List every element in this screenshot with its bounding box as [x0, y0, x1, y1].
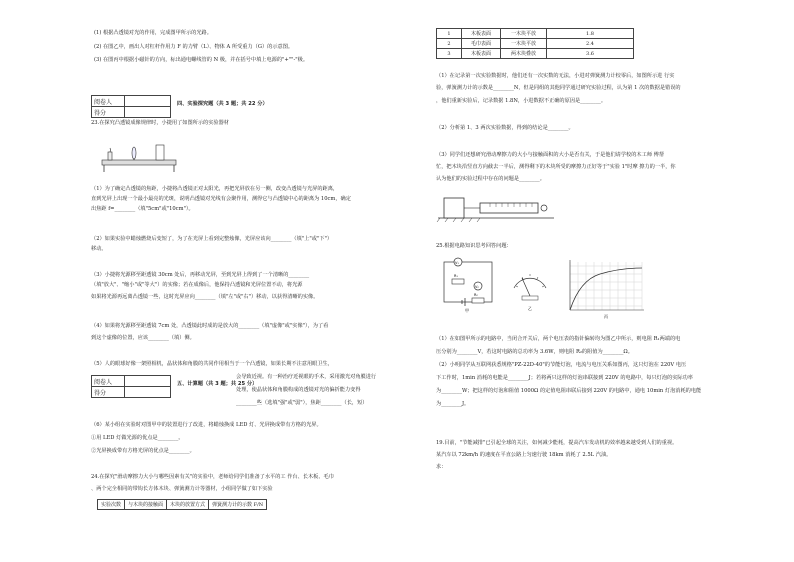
r2-label: R₂ [474, 293, 478, 297]
r1-label: R₁ [454, 274, 458, 278]
q25-p1-line4: 下工作时，1min 消耗的电能是________J；若将两只这样的灯泡串联接到 220V 的电路中，每只灯泡的实际功率 [436, 375, 693, 381]
table-cell: 毛巾表面 [462, 39, 501, 49]
q23-p2-line2: 移动。 [91, 246, 107, 252]
score-box-label: 阅卷人 [92, 376, 125, 387]
q23-p3-line3: 如果将光源再远离凸透镜一些，这时光屏应向________（填"左"或"右"）移动，以获得清晰的实像。 [91, 294, 319, 300]
q23-p6-line1: （6）某小组在实验时对图甲中的装置进行了改进，将蜡烛换成 LED 灯、光屏换成带有方格的光屏。 [91, 422, 322, 428]
section-heading-4: 四、实验探究题（共 3 题；共 22 分） [177, 101, 268, 107]
q24-p3-line2: 忙，把木块沿竖直方向截去一半后，测得剩下的木块所受的摩擦力正好等于"实验 1"时摩 擦力的一半，你 [436, 164, 676, 170]
score-box-2 [91, 375, 171, 398]
q23-p3-line1: （3）小捷将光源移至距透镜 30cm 处后，再移动光屏，至到光屏上得到了一个清晰的________ [91, 272, 310, 278]
left-item-1: (1) 根据凸透镜对光的作用，完成图甲所示的光路。 [94, 30, 212, 36]
table-header-cell: 与木块的接触面 [125, 500, 167, 510]
q23-p5-line4: ________些（选填"强"或"弱"），焦距________（长，短） [236, 400, 368, 406]
v2-label: V₂ [475, 285, 479, 289]
q23-p4-line1: （4）如果将光源移至距透镜 7cm 处，凸透镜此时成的是放大的________（填"虚像"或"实像"），为了看 [91, 323, 329, 329]
optical-bench-figure [100, 142, 180, 176]
q23-p6-line3: ②光屏换成带有方格光屏的优点是________。 [91, 448, 195, 454]
data-table-header [97, 499, 267, 510]
data-table-rows [436, 28, 634, 59]
score-box-label: 得分 [92, 387, 125, 398]
score-box-1 [91, 95, 171, 118]
table-cell: 木板表面 [462, 29, 501, 39]
q23-p2-line1: （2）如果实验中蜡烛燃烧后变短了，为了在光屏上看到完整烛像，光屏应该向________（填"上"或"下"） [91, 236, 333, 242]
table-cell: 一木块平放 [500, 29, 546, 39]
table-cell: 2 [437, 39, 462, 49]
spring-scale-figure [436, 184, 556, 226]
table-cell: 两木块叠放 [500, 49, 546, 59]
q23-p1-line2: 直到光屏上出现一个最小最亮的光斑，说明凸透镜对光线有会聚作用，测得它与凸透镜中心的距离为 10cm，确定 [91, 196, 351, 202]
v1-label: V₁ [455, 261, 459, 265]
score-box-label: 阅卷人 [92, 96, 125, 107]
table-row [437, 29, 634, 39]
table-header-cell: 实验次数 [98, 500, 125, 510]
q19-intro-line2: 某汽车以 72km/h 的速度在平直公路上匀速行驶 18km 消耗了 2.5L 汽油。 [436, 452, 612, 458]
table-cell: 木板表面 [462, 49, 501, 59]
iu-curve-figure [560, 258, 646, 320]
q24-p3-line1: （3）同学们还想研究滑动摩擦力的大小与接触面积的大小是否有关，于是他们请学校的木工师 傅帮 [436, 152, 665, 158]
q24-p1-line1: （1）在记录第一次实验数据时，他们还有一次实数的无法，小进对弹簧测力计校零后，如图所示进 行实 [436, 73, 675, 79]
q23-p4-line2: 到这个虚像的位置，应该________（填）侧。 [91, 335, 195, 341]
voltmeter-dial-figure [508, 262, 552, 312]
table-cell: 1 [437, 29, 462, 39]
figure-label-bing: 丙 [604, 314, 608, 319]
q24-intro-line2: 、两个完全相同的带钩长方体木块、弹簧测力计等器材，小组同学做了如下实验 [91, 486, 273, 492]
q24-p1-line2: 验，弹簧测力计的示数是________N，但是同组的其他同学通过研究实验过程，认为第 1 次的数据是错误的 [436, 85, 681, 91]
q25-p1-line2: 压分别为________V，若这时电路的总功率为 3.6W，则电阻 R₂的阻值为________Ω。 [436, 349, 633, 355]
figure-label-jia: 甲 [465, 308, 469, 313]
table-cell: 1.8 [547, 29, 634, 39]
left-item-3: (3) 在图丙中根据小磁针的方向，标出通电螺线管的 N 极，并在括号中填上电源的"+""-"极。 [94, 57, 309, 63]
q23-p5-line1: （5）人的眼球好像一架照相机，晶状体和角膜的共同作用相当于一个凸透镜，如果长期不注意用眼卫生， [91, 361, 333, 367]
q25-intro: 25.根据电路知识思考回答问题： [436, 243, 512, 249]
figure-label-yi: 乙 [528, 306, 532, 311]
q23-p3-line2: （填"放大"、"缩小"或"等大"）的实像；若在成像后，他保持凸透镜和光屏位置不动，将光源 [91, 282, 303, 288]
q23-p1-line3: 出焦距 f=________（填"5cm"或"10cm"）。 [91, 206, 194, 212]
q24-p2: （2）分析第 1、3 两次实验数据，得到的结论是________。 [436, 125, 574, 131]
left-item-2: (2) 在图乙中，画出人对杠杆作用力 F 的力臂（L）、物体 A 所受重力（G）的示意图。 [94, 44, 294, 50]
q19-intro-line3: 求： [436, 464, 447, 470]
q25-p1-line1: （1）在如图甲所示的电路中，当闭合开关后，两个电压表的指针偏转均为图乙中所示，则电阻 R₁两端的电 [436, 336, 681, 342]
circuit-diagram-figure [438, 256, 498, 314]
q25-p1-line3: （2）小明同学从互联网获悉规格"PZ-22D-40"的节能灯泡，电流与电压关系如图丙，这只灯泡在 220V 电压 [436, 362, 687, 368]
table-header-cell: 弹簧测力计的示数 F/N [209, 500, 267, 510]
q23-p5-line3: 处理，使晶状体和角膜构成的透镜对光的偏折能力变得 [236, 387, 361, 393]
q23-p1-line1: （1）为了确定凸透镜的焦距，小捷将凸透镜正对太阳光，再把光屏放在另一侧，改变凸透镜与光屏的距离， [91, 186, 339, 192]
q25-p1-line6: 为________J。 [436, 401, 470, 407]
table-header-cell: 木块的放置方式 [167, 500, 209, 510]
table-row [437, 39, 634, 49]
table-cell: 3.6 [547, 49, 634, 59]
q24-p3-line3: 认为他们的实验过程中存在的问题是________。 [436, 176, 545, 182]
q23-p5-line2: 会导致近视。有一种治疗近视眼的手术，采用激光对角膜进行 [236, 374, 377, 380]
table-row [437, 49, 634, 59]
q23-p6-line2: ①用 LED 灯做光源的优点是________。 [91, 435, 184, 441]
q24-intro-line1: 24.在探究"滑动摩擦力大小与哪些因素有关"的实验中，老师给同学们准备了水平的工 作台、长木板、毛巾 [91, 474, 334, 480]
section-heading-5: 五、计算题（共 3 题；共 25 分） [177, 381, 258, 387]
score-box-label: 得分 [92, 107, 125, 118]
q19-intro-line1: 19.目前，"节能减排"已引起全球的关注，如何减少能耗，提高汽车发动机的效率越来越受到人们的重视。 [436, 440, 678, 446]
q24-p1-line3: ，他们重新实验后，记录数据 1.8N，小进数据不正确的原因是________。 [436, 98, 607, 104]
table-cell: 3 [437, 49, 462, 59]
table-cell: 2.4 [547, 39, 634, 49]
q25-p1-line5: 为________W；把这样的灯泡和阻值 1000Ω 的定值电阻串联后接到 220V 的电路中，通电 10min 灯泡消耗的电能 [436, 388, 702, 394]
table-cell: 一木块平放 [500, 39, 546, 49]
q23-intro: 23.在探究凸透镜成像规律时，小捷用了如图所示的实验器材 [91, 120, 229, 126]
